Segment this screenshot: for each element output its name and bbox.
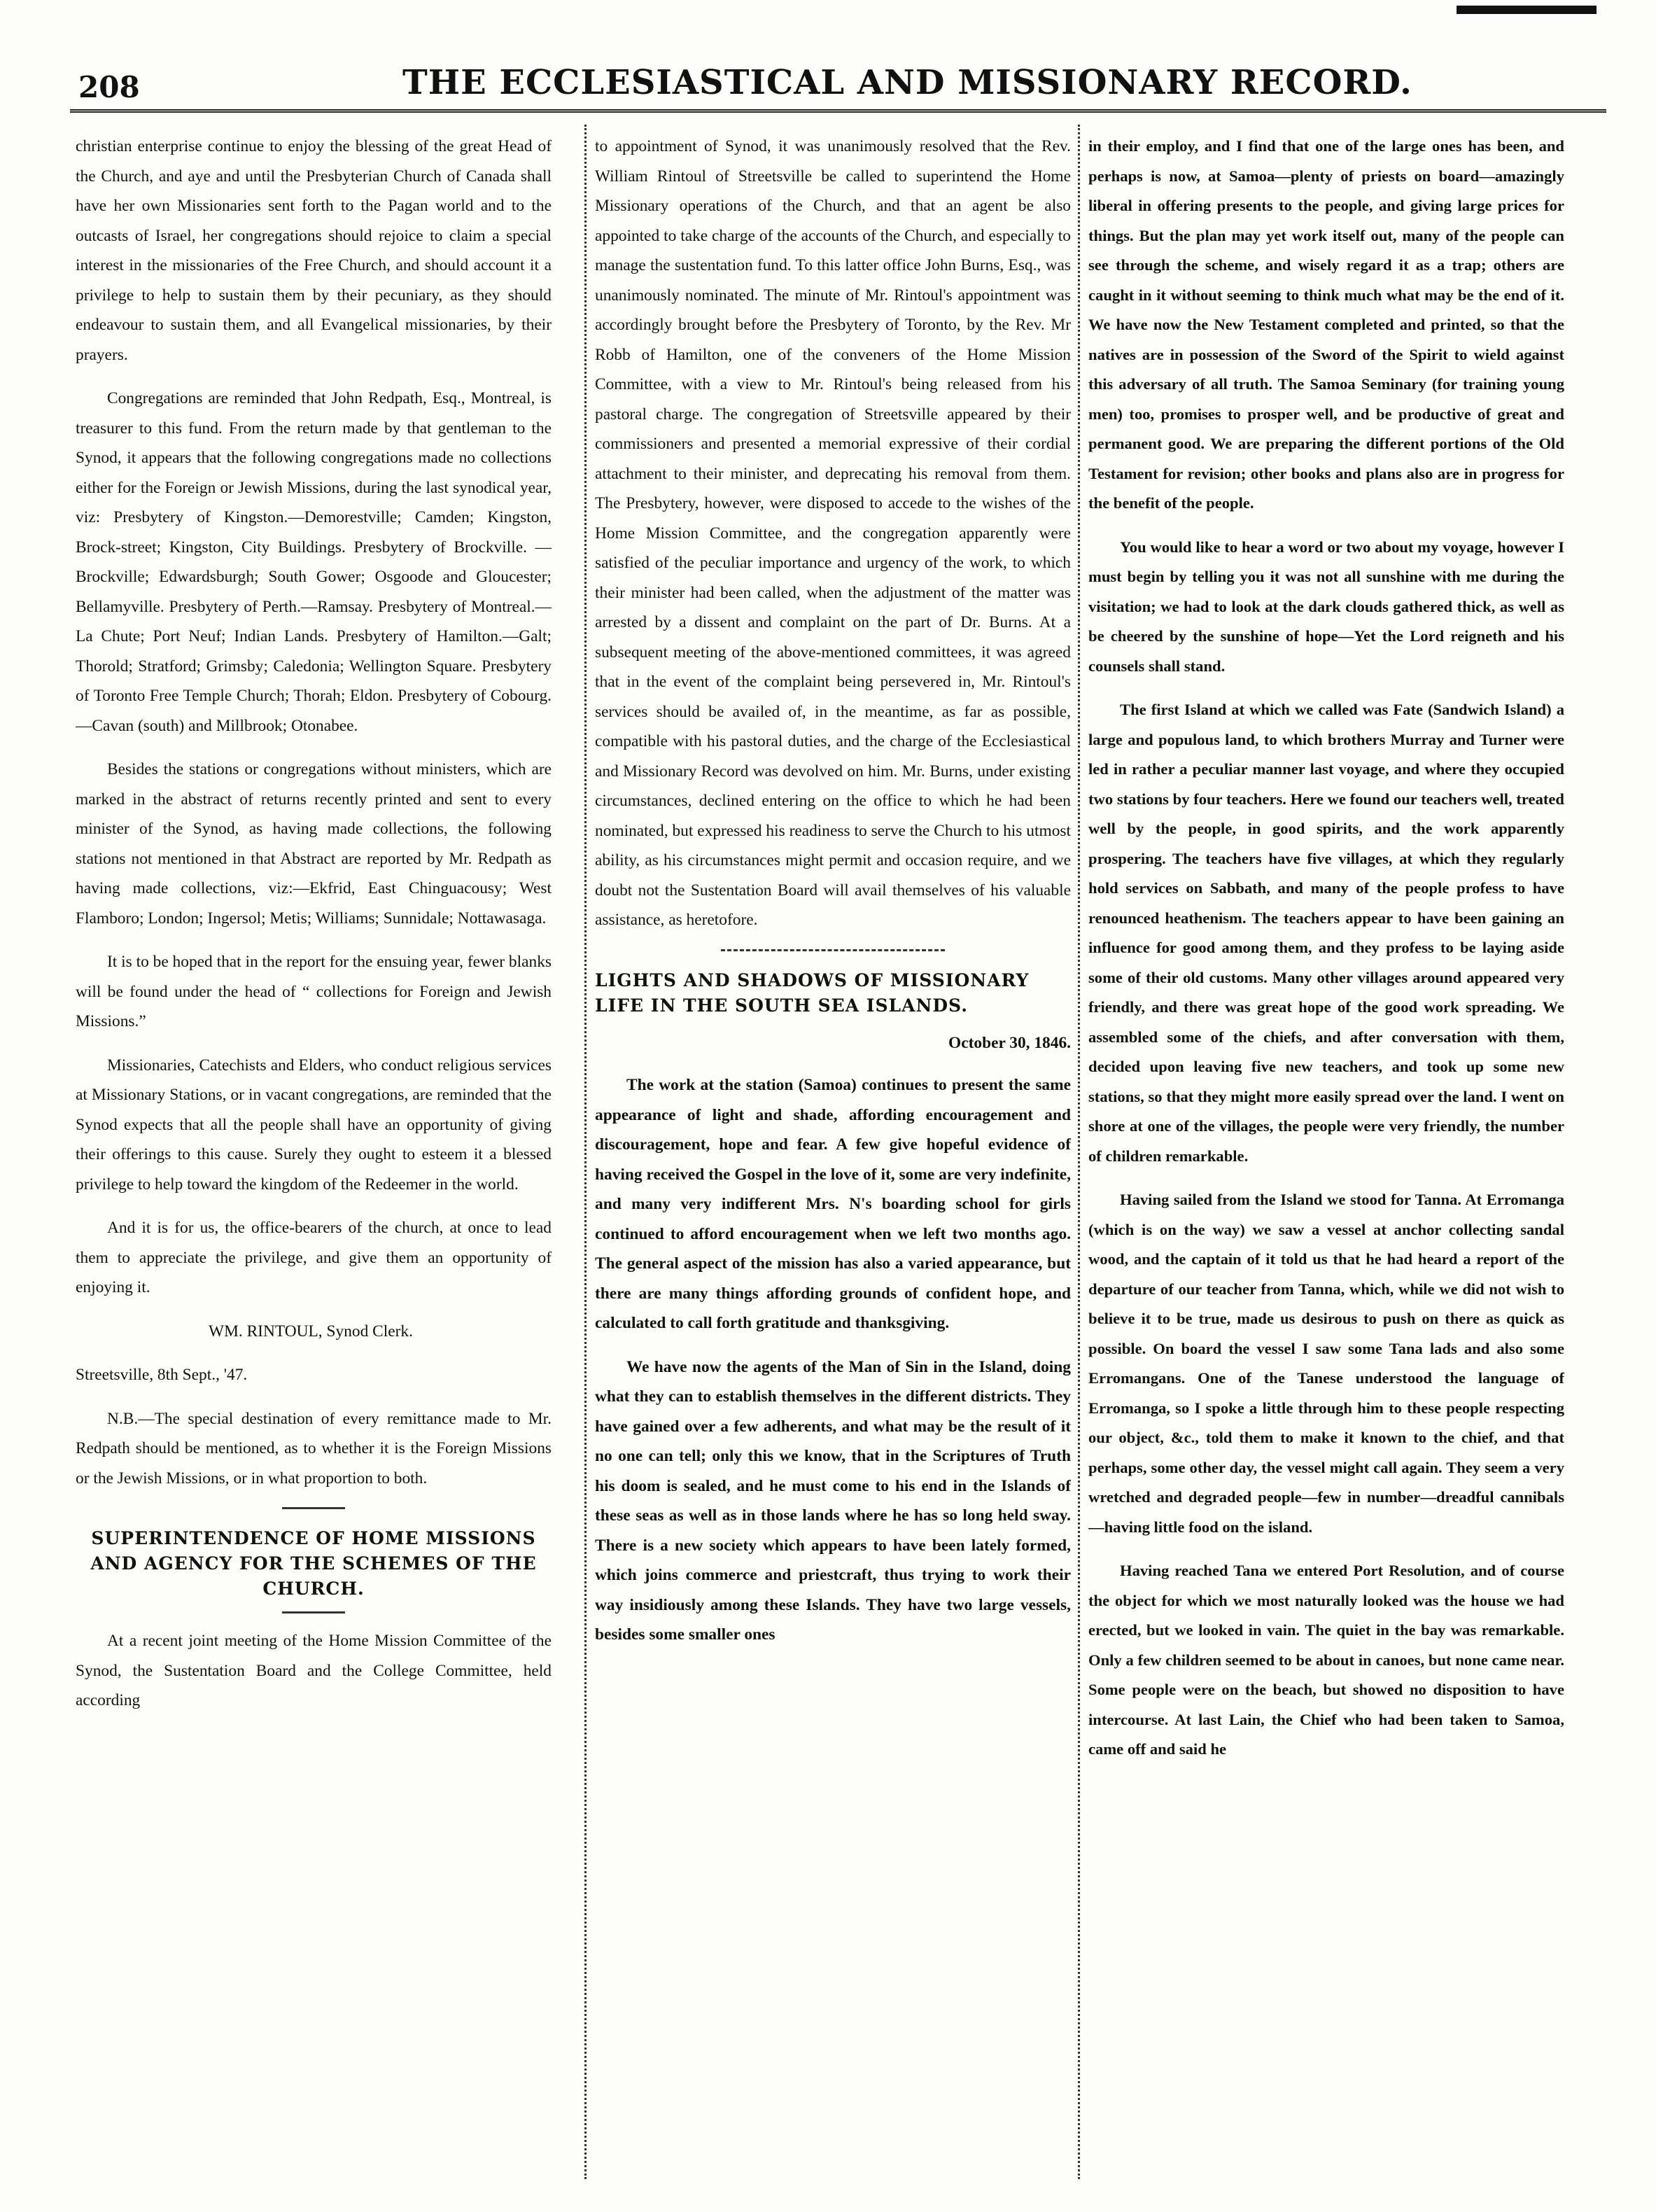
page-number: 208 (78, 70, 140, 104)
section-rule (282, 1507, 345, 1509)
column-1 (76, 132, 552, 2204)
paragraph: At a recent joint meeting of the Home Mission Committee of the Synod, the Sustentation Board and the College Committee, held according (76, 1632, 552, 1709)
signature-place-date: Streetsville, 8th Sept., '47. (76, 1366, 248, 1384)
paragraph: in their employ, and I find that one of the large ones has been, and perhaps is now, at Samoa—plenty of priests on board—amazingly liberal in offering presents to the people, and giving large prices for things. But the plan may yet work itself out, many of the people can see through the scheme, and wisely regard it as a trap; others are caught in it without seeming to think much what may be the end of it. We have now the New Testament completed and printed, so that the natives are in possession of the Sword of the Spirit to wield against this adversary of all truth. The Samoa Seminary (for training young men) too, promises to prosper well, and be productive of great and permanent good. We are preparing the different portions of the Old Testament for revision; other books and plans also are in progress for the benefit of the people. (1088, 137, 1564, 512)
section-heading: SUPERINTENDENCE OF HOME MISSIONS AND AGENCY FOR THE SCHEMES OF THE CHURCH. (90, 1528, 537, 1599)
running-title: THE ECCLESIASTICAL AND MISSIONARY RECORD. (402, 63, 1412, 102)
dateline: October 30, 1846. (948, 1033, 1071, 1052)
paragraph: to appointment of Synod, it was unanimously resolved that the Rev. William Rintoul of Streetsville be called to superintend the Home Missionary operations of the Church, and that an agent be also appointed to take charge of the accounts of the Church, and especially to manage the sustentation fund. To this latter office John Burns, Esq., was unanimously nominated. The minute of Mr. Rintoul's appointment was accordingly brought before the Presbytery of Toronto, by the Rev. Mr Robb of Hamilton, one of the conveners of the Home Mission Committee, with a view to Mr. Rintoul's being released from his pastoral charge. The congregation of Streetsville appeared by their commissioners and presented a memorial expressive of their cordial attachment to their minister, and deprecating his removal from them. The Presbytery, however, were disposed to accede to the wishes of the Home Mission Committee, and the congregation apparently were satisfied of the peculiar importance and urgency of the work, to which their minister had been called, when the adjustment of the matter was arrested by a dissent and complaint on the part of Dr. Burns. At a subsequent meeting of the above-mentioned committees, it was agreed that in the event of the complaint being persevered in, Mr. Rintoul's services should be availed of, in the meantime, as far as possible, compatible with his pastoral duties, and the charge of the Ecclesiastical and Missionary Record was devolved on him. Mr. Burns, under existing circumstances, declined entering on the office to which he had been nominated, but expressed his readiness to serve the Church to his utmost ability, as his circumstances might permit and occasion require, and we doubt not the Sustentation Board will avail themselves of his valuable assistance, as heretofore. (595, 137, 1071, 929)
column-2 (595, 132, 1071, 2204)
corner-rule (1457, 6, 1597, 14)
header-rule (70, 109, 1606, 113)
paragraph: And it is for us, the office-bearers of the church, at once to lead them to appreciate the privilege, and give them an opportunity of enjoying it. (76, 1219, 552, 1296)
paragraph: Missionaries, Catechists and Elders, who conduct religious services at Missionary Stations, or in vacant congregations, are reminded that the Synod expects that all the people shall have an opportunity of giving their offerings to this cause. Surely they ought to esteem it a blessed privilege to help toward the kingdom of the Redeemer in the world. (76, 1056, 552, 1194)
paragraph: Besides the stations or congregations without ministers, which are marked in the abstract of returns recently printed and sent to every minister of the Synod, as having made collections, the following stations not mentioned in that Abstract are reported by Mr. Redpath as having made collections, viz:—Ekfrid, East Chinguacousy; West Flamboro; London; Ingersol; Metis; Williams; Sunnidale; Nottawasaga. (76, 760, 552, 927)
paragraph: The first Island at which we called was Fate (Sandwich Island) a large and populous land, to which brothers Murray and Turner were led in rather a peculiar manner last voyage, and where they occupied two stations by four teachers. Here we found our teachers well, treated well by the people, in good spirits, and the work apparently prospering. The teachers have five villages, at which they regularly hold services on Sabbath, and many of the people profess to have renounced heathenism. The teachers appear to have been gaining an influence for good among them, and they profess to be laying aside some of their old customs. Many other villages around appeared very friendly, and there was great hope of the good work spreading. We assembled some of the chiefs, and after conversation with them, decided upon leaving five new teachers, and took up some new stations, so that they might more easily spread over the land. I went on shore at one of the villages, the people were very friendly, the number of children remarkable. (1088, 701, 1564, 1165)
paragraph: You would like to hear a word or two about my voyage, however I must begin by telling you it was not all sunshine with me during the visitation; we had to look at the dark clouds gathered thick, as well as be cheered by the sunshine of hope—Yet the Lord reigneth and his counsels shall stand. (1088, 538, 1564, 675)
nota-bene: N.B.—The special destination of every remittance made to Mr. Redpath should be mentioned, as to whether it is the Foreign Missions or the Jewish Missions, or in what proportion to both. (76, 1409, 552, 1488)
paragraph: Congregations are reminded that John Redpath, Esq., Montreal, is treasurer to this fund. From the return made by that gentleman to the Synod, it appears that the following congregations made no collections either for the Foreign or Jewish Missions, during the last synodical year, viz: Presbytery of Kingston.—Demorestville; Camden; Kingston, Brock-street; Kingston, City Buildings. Presbytery of Brockville. — Brockville; Edwardsburgh; South Gower; Osgoode and Gloucester; Bellamyville. Presbytery of Perth.—Ramsay. Presbytery of Montreal.—La Chute; Port Neuf; Indian Lands. Presbytery of Hamilton.—Galt; Thorold; Stratford; Grimsby; Caledonia; Wellington Square. Presbytery of Toronto Free Temple Church; Thorah; Eldon. Presbytery of Cobourg.—Cavan (south) and Millbrook; Otonabee. (76, 389, 552, 735)
paragraph: The work at the station (Samoa) continues to present the same appearance of light and shade, affording encouragement and discouragement, hope and fear. A few give hopeful evidence of having received the Gospel in the love of it, some are very indefinite, and many very indifferent Mrs. N's boarding school for girls continued to afford encouragement when we left two months ago. The general aspect of the mission has also a varied appearance, but there are many things affording grounds of confident hope, and calculated to call forth gratitude and thanksgiving. (595, 1076, 1071, 1332)
column-divider-2 (1078, 125, 1080, 2179)
column-divider-1 (584, 125, 587, 2179)
paragraph: We have now the agents of the Man of Sin in the Island, doing what they can to establish themselves in the different districts. They have gained over a few adherents, and what may be the result of it no one can tell; only this we know, that in the Scriptures of Truth his doom is sealed, and he must come to his end in the Islands of these seas as well as in those lands where he has so long held sway. There is a new society which appears to have been lately formed, which joins commerce and priestcraft, thus trying to work their way insidiously among these Islands. They have two large vessels, besides some smaller ones (595, 1357, 1071, 1644)
column-3 (1088, 132, 1564, 2204)
page-header (70, 55, 1610, 111)
section-separator (721, 949, 945, 951)
paragraph: It is to be hoped that in the report for the ensuing year, fewer blanks will be found under the head of “ collections for Foreign and Jewish Missions.” (76, 953, 552, 1030)
section-heading: LIGHTS AND SHADOWS OF MISSIONARY LIFE IN THE SOUTH SEA ISLANDS. (595, 969, 1030, 1016)
paragraph: christian enterprise continue to enjoy the blessing of the great Head of the Church, and aye and until the Presbyterian Church of Canada shall have her own Missionaries sent forth to the Pagan world and to the outcasts of Israel, her congregations should rejoice to claim a special interest in the missionaries of the Free Church, and should account it a privilege to help to sustain them by their pecuniary, as they should endeavour to sustain them, and all Evangelical missionaries, by their prayers. (76, 137, 552, 364)
signature: WM. RINTOUL, Synod Clerk. (209, 1322, 413, 1340)
section-rule (282, 1611, 345, 1614)
paragraph: Having sailed from the Island we stood for Tanna. At Erromanga (which is on the way) we saw a vessel at anchor collecting sandal wood, and the captain of it told us that he had heard a report of the departure of our teacher from Tanna, which, while we did not wish to believe it to be true, made us desirous to push on there as quick as possible. On board the vessel I saw some Tana lads and also some Erromangans. One of the Tanese understood the language of Erromanga, so I spoke a little through him to these people respecting our object, &c., told them to make it known to the chief, and that perhaps, some other day, the vessel might call again. They seem a very wretched and degraded people—few in number—dreadful cannibals—having little food on the island. (1088, 1191, 1564, 1536)
paragraph: Having reached Tana we entered Port Resolution, and of course the object for which we most naturally looked was the house we had erected, but we looked in vain. The quiet in the bay was remarkable. Only a few children seemed to be about in canoes, but none came near. Some people were on the beach, but showed no disposition to have intercourse. At last Lain, the Chief who had been taken to Samoa, came off and said he (1088, 1562, 1564, 1758)
